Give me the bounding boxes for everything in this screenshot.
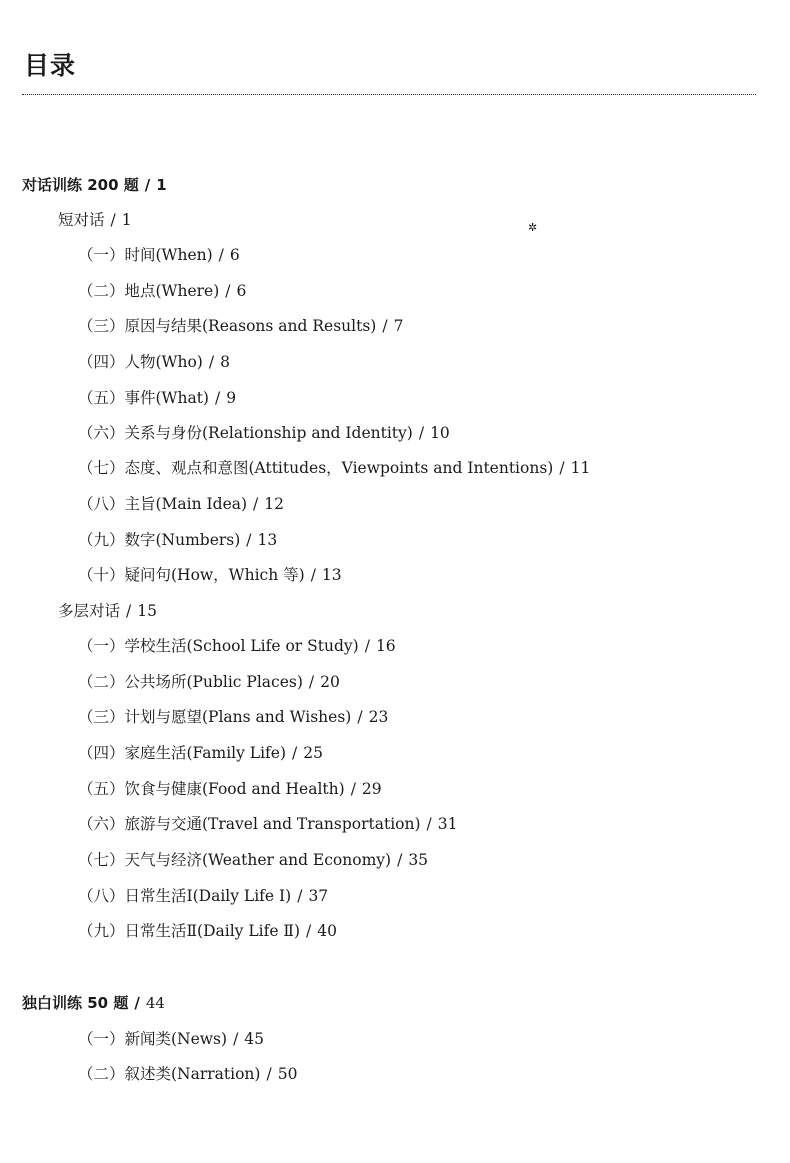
- toc-page-number: 12: [264, 495, 285, 513]
- toc-item-label: （七）态度、观点和意图(Attitudes，Viewpoints and Intentions): [78, 459, 554, 477]
- toc-page-number: 6: [236, 282, 247, 300]
- toc-item[interactable]: （五）饮食与健康(Food and Health) / 29: [78, 780, 382, 798]
- toc-item[interactable]: （二）公共场所(Public Places) / 20: [78, 673, 340, 691]
- toc-item-label: （五）饮食与健康(Food and Health): [78, 780, 345, 798]
- toc-part-label: 短对话: [58, 211, 105, 229]
- toc-item[interactable]: （十）疑问句(How，Which 等) / 13: [78, 566, 342, 584]
- toc-item[interactable]: （七）天气与经济(Weather and Economy) / 35: [78, 851, 429, 869]
- toc-item-label: （八）日常生活Ⅰ(Daily Life Ⅰ): [78, 887, 292, 905]
- toc-page-number: 16: [375, 637, 396, 655]
- toc-item-label: （一）学校生活(School Life or Study): [78, 637, 359, 655]
- toc-item[interactable]: （七）态度、观点和意图(Attitudes，Viewpoints and Intentions) / 11: [78, 459, 591, 477]
- dotted-divider: [22, 94, 756, 95]
- toc-item-label: （二）公共场所(Public Places): [78, 673, 303, 691]
- toc-page-number: 13: [257, 531, 278, 549]
- toc-section-dialogue[interactable]: 对话训练 200 题 / 1: [22, 176, 167, 194]
- toc-item-label: （三）计划与愿望(Plans and Wishes): [78, 708, 352, 726]
- toc-part-label: 多层对话: [58, 602, 121, 620]
- toc-item-label: （七）天气与经济(Weather and Economy): [78, 851, 392, 869]
- toc-section-label: 独白训练 50 题: [22, 994, 129, 1012]
- toc-part-multi-dialogue[interactable]: 多层对话 / 15: [58, 602, 157, 620]
- toc-item-label: （一）时间(When): [78, 246, 213, 264]
- toc-page-number: 10: [430, 424, 450, 442]
- toc-page-number: 8: [220, 353, 230, 371]
- toc-page-number: 11: [570, 459, 591, 477]
- toc-item-label: （四）家庭生活(Family Life): [78, 744, 286, 762]
- toc-item[interactable]: （八）日常生活Ⅰ(Daily Life Ⅰ) / 37: [78, 887, 329, 905]
- toc-page-number: 45: [244, 1030, 265, 1048]
- toc-item-label: （十）疑问句(How，Which 等): [78, 566, 305, 584]
- toc-section-monologue[interactable]: 独白训练 50 题 / 44: [22, 994, 165, 1012]
- toc-item-label: （六）关系与身份(Relationship and Identity): [78, 424, 413, 442]
- toc-item-label: （九）日常生活Ⅱ(Daily Life Ⅱ): [78, 922, 301, 940]
- toc-page-number: 35: [408, 851, 429, 869]
- toc-page-number: 44: [145, 994, 165, 1012]
- toc-item[interactable]: （六）关系与身份(Relationship and Identity) / 10: [78, 424, 450, 442]
- toc-item-label: （四）人物(Who): [78, 353, 203, 371]
- toc-item[interactable]: （一）时间(When) / 6: [78, 246, 240, 264]
- toc-page-number: 37: [308, 887, 329, 905]
- toc-item[interactable]: （二）地点(Where) / 6: [78, 282, 247, 300]
- toc-page-number: 40: [317, 922, 337, 940]
- toc-page-number: 50: [277, 1065, 298, 1083]
- toc-page-number: 31: [437, 815, 458, 833]
- toc-section-label: 对话训练 200 题: [22, 176, 139, 194]
- toc-page-number: 25: [303, 744, 323, 762]
- toc-page-number: 7: [393, 317, 404, 335]
- toc-item-label: （三）原因与结果(Reasons and Results): [78, 317, 377, 335]
- toc-item[interactable]: （五）事件(What) / 9: [78, 389, 237, 407]
- toc-item-label: （六）旅游与交通(Travel and Transportation): [78, 815, 421, 833]
- toc-page-number: 1: [121, 211, 132, 229]
- toc-page-number: 23: [368, 708, 389, 726]
- toc-item-label: （五）事件(What): [78, 389, 209, 407]
- toc-item[interactable]: （三）原因与结果(Reasons and Results) / 7: [78, 317, 404, 335]
- toc-item-label: （二）地点(Where): [78, 282, 220, 300]
- toc-item-label: （九）数字(Numbers): [78, 531, 241, 549]
- toc-item-label: （一）新闻类(News): [78, 1030, 228, 1048]
- toc-item[interactable]: （六）旅游与交通(Travel and Transportation) / 31: [78, 815, 458, 833]
- page-title: 目录: [24, 51, 77, 80]
- toc-page-number: 13: [321, 566, 342, 584]
- toc-item[interactable]: （四）人物(Who) / 8: [78, 353, 230, 371]
- toc-page-number: 20: [320, 673, 340, 691]
- toc-item[interactable]: （一）新闻类(News) / 45: [78, 1030, 265, 1048]
- toc-item-label: （八）主旨(Main Idea): [78, 495, 248, 513]
- toc-page-number: 9: [226, 389, 237, 407]
- toc-part-short-dialogue[interactable]: 短对话 / 1: [58, 211, 132, 229]
- toc-item[interactable]: （九）数字(Numbers) / 13: [78, 531, 278, 549]
- toc-page-number: 15: [137, 602, 157, 620]
- toc-page-number: 1: [156, 176, 167, 194]
- toc-item[interactable]: （八）主旨(Main Idea) / 12: [78, 495, 285, 513]
- toc-page-number: 6: [229, 246, 240, 264]
- toc-item[interactable]: （二）叙述类(Narration) / 50: [78, 1065, 298, 1083]
- toc-item[interactable]: （三）计划与愿望(Plans and Wishes) / 23: [78, 708, 389, 726]
- toc-item-label: （二）叙述类(Narration): [78, 1065, 261, 1083]
- toc-item[interactable]: （九）日常生活Ⅱ(Daily Life Ⅱ) / 40: [78, 922, 337, 940]
- toc-page-number: 29: [361, 780, 382, 798]
- toc-item[interactable]: （一）学校生活(School Life or Study) / 16: [78, 637, 396, 655]
- toc-item[interactable]: （四）家庭生活(Family Life) / 25: [78, 744, 323, 762]
- print-speck-icon: ✲: [528, 221, 538, 234]
